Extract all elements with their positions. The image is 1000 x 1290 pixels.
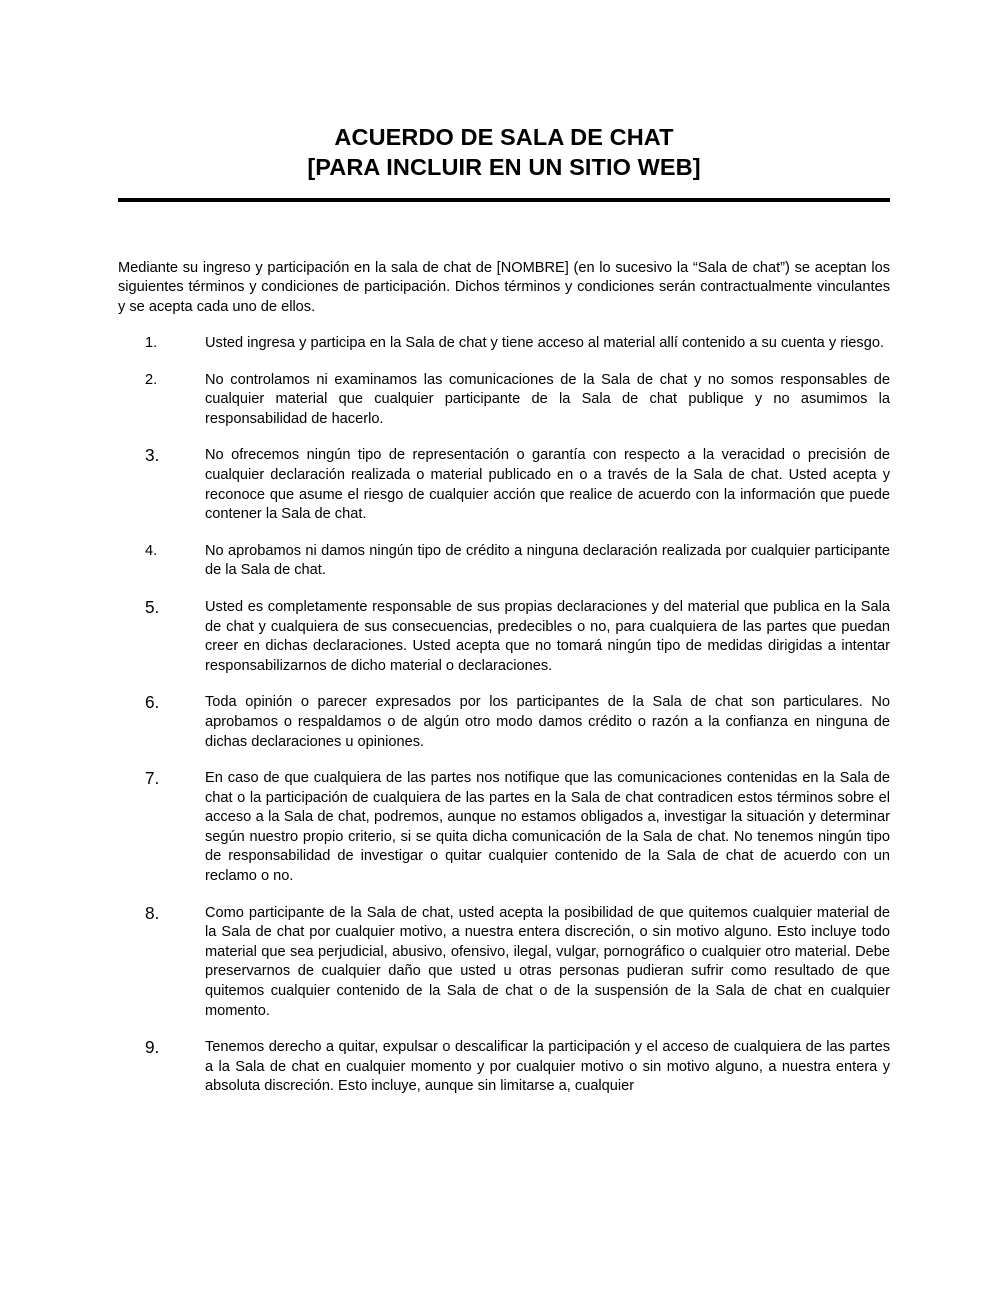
clause-text: No aprobamos ni damos ningún tipo de crédito a ninguna declaración realizada por cualquier participante de la Sala de chat. (205, 542, 890, 579)
clause-list (118, 334, 890, 1114)
clause-number: 8. (145, 902, 160, 923)
page-title-line-2: [PARA INCLUIR EN UN SITIO WEB] (307, 154, 701, 180)
clause-number: 7. (145, 768, 160, 789)
list-item (118, 371, 890, 430)
list-item (118, 1038, 890, 1097)
clause-number: 6. (145, 692, 160, 713)
page-title (118, 122, 890, 182)
clause-text: Usted ingresa y participa en la Sala de chat y tiene acceso al material allí contenido a su cuenta y riesgo. (205, 335, 884, 351)
list-item (118, 446, 890, 524)
clause-text: Tenemos derecho a quitar, expulsar o descalificar la participación y el acceso de cualquiera de las partes a la Sala de chat en cualquier momento y por cualquier motivo o sin motivo alguno, a nuestra entera y absoluta discreción. Esto incluye, aunque sin limitarse a, cualquier (205, 1039, 890, 1095)
clause-text: Toda opinión o parecer expresados por los participantes de la Sala de chat son particulares. No aprobamos o respaldamos o de algún otro modo damos crédito o razón a la confianza en ninguna de dichas declaraciones u opiniones. (205, 694, 890, 750)
clause-number: 4. (145, 542, 158, 559)
page-title-line-1: ACUERDO DE SALA DE CHAT (334, 124, 674, 150)
clause-text: Como participante de la Sala de chat, usted acepta la posibilidad de que quitemos cualquier material de la Sala de chat por cualquier motivo, a nuestra entera discreción, o sin motivo alguno. Esto incluye todo material que sea perjudicial, abusivo, ofensivo, ilegal, vulgar, pornográfico o cualquier otro material. Debe preservarnos de cualquier daño que usted u otras personas pudieran sufrir como resultado de que quitemos cualquier contenido de la Sala de chat o de la suspensión de la Sala de chat en cualquier momento. (205, 904, 890, 1019)
clause-number: 3. (145, 445, 160, 466)
title-divider (118, 198, 890, 202)
clause-number: 1. (145, 335, 158, 351)
list-item (118, 693, 890, 752)
list-item (118, 904, 890, 1022)
clause-number: 9. (145, 1037, 160, 1058)
intro-paragraph: Mediante su ingreso y participación en la sala de chat de [NOMBRE] (en lo sucesivo la “Sala de chat”) se aceptan los siguientes términos y condiciones de participación. Dichos términos y condiciones serán contractualmente vinculantes y se acepta cada uno de ellos. (118, 259, 890, 315)
clause-text: Usted es completamente responsable de sus propias declaraciones y del material que publica en la Sala de chat y cualquiera de sus consecuencias, predecibles o no, para cualquiera de las partes que puedan creer en dichas declaraciones. Usted acepta que no tomará ningún tipo de medidas dirigidas a intentar responsabilizarnos de dicho material o declaraciones. (205, 598, 890, 674)
list-item (118, 334, 890, 354)
clause-number: 2. (145, 371, 158, 388)
clause-text: No controlamos ni examinamos las comunicaciones de la Sala de chat y no somos responsables de cualquier material que cualquier participante de la Sala de chat publique y no asumimos la responsabilidad de hacerlo. (205, 371, 890, 427)
clause-text: En caso de que cualquiera de las partes nos notifique que las comunicaciones contenidas en la Sala de chat o la participación de cualquiera de las partes en la Sala de chat contradicen estos términos sobre el acceso a la Sala de chat, podremos, aunque no estamos obligados a, investigar la situación y determinar según nuestro propio criterio, si se quita dicha comunicación de la Sala de chat. No tenemos ningún tipo de responsabilidad de investigar o quitar cualquier contenido de la Sala de chat de acuerdo con un reclamo o no. (205, 770, 890, 885)
list-item (118, 769, 890, 887)
clause-number: 5. (145, 596, 160, 617)
list-item (118, 598, 890, 676)
clause-text: No ofrecemos ningún tipo de representación o garantía con respecto a la veracidad o precisión de cualquier declaración realizada o material publicado en o a través de la Sala de chat. Usted acepta y reconoce que asume el riesgo de cualquier acción que realice de acuerdo con la información que puede contener la Sala de chat. (205, 447, 890, 523)
list-item (118, 542, 890, 581)
